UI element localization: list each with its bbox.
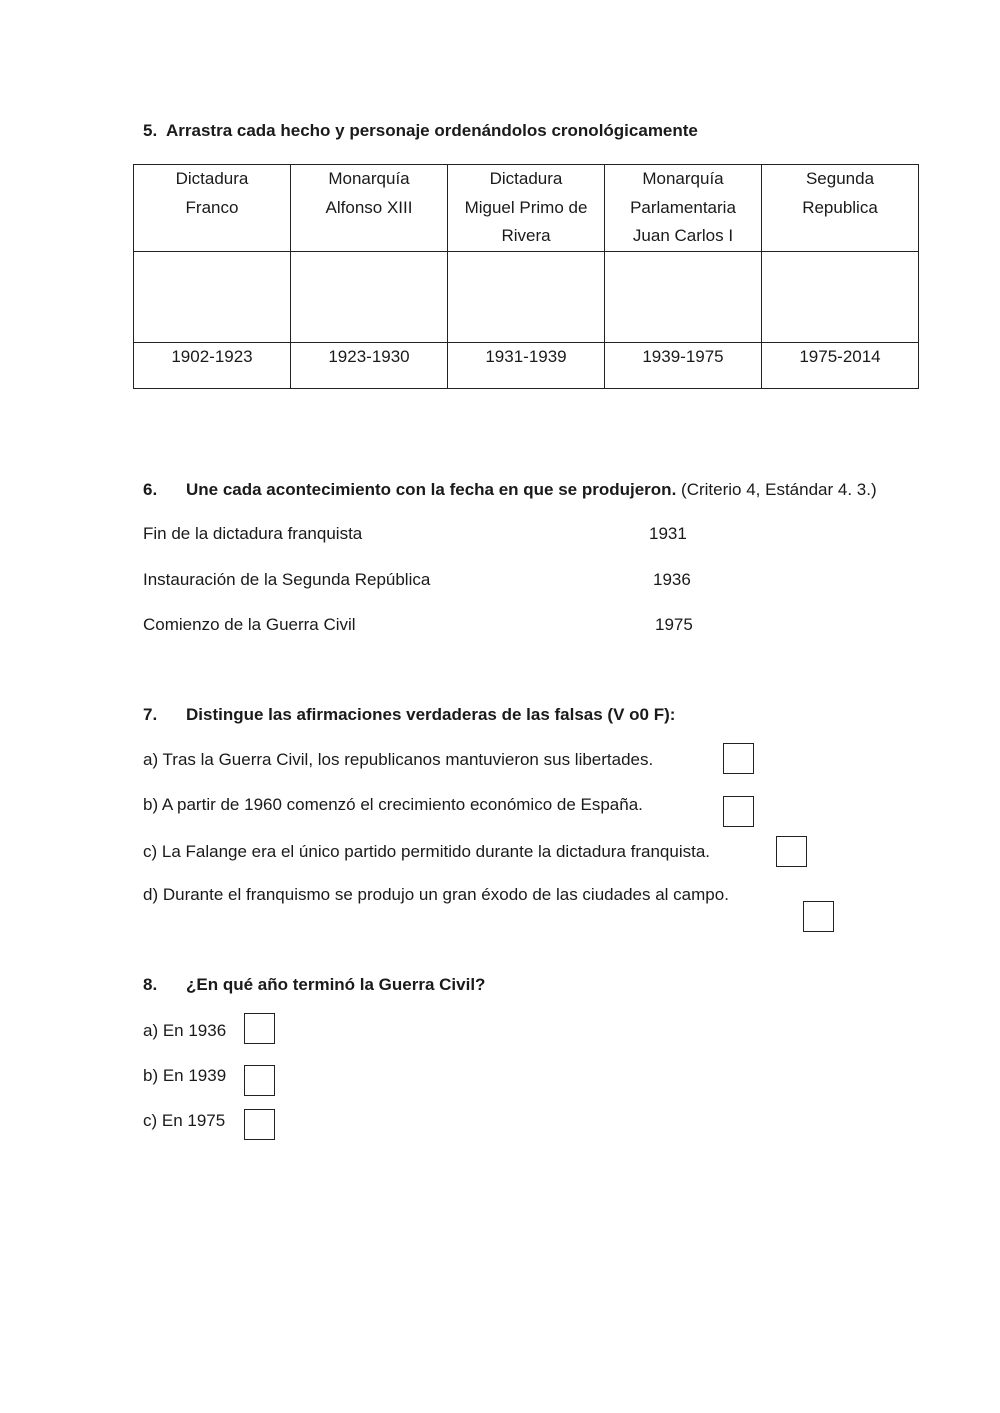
- statement-a: a) Tras la Guerra Civil, los republicanos mantuvieron sus libertades.: [143, 750, 654, 769]
- header-cell-1[interactable]: [134, 165, 291, 252]
- header-line: Parlamentaria: [630, 197, 736, 217]
- year-cell-1: 1902-1923: [134, 342, 291, 388]
- header-line: Juan Carlos I: [632, 226, 734, 245]
- header-line: Monarquía: [642, 169, 724, 188]
- statement-c: c) La Falange era el único partido permitido durante la dictadura franquista.: [143, 842, 711, 861]
- date-2[interactable]: 1936: [653, 570, 691, 589]
- answer-box-d[interactable]: [803, 901, 834, 932]
- statement-d: d) Durante el franquismo se produjo un gran éxodo de las ciudades al campo.: [143, 885, 729, 904]
- drop-zone-1[interactable]: [134, 251, 291, 342]
- option-box-c[interactable]: [244, 1109, 275, 1140]
- header-line: Republica: [802, 197, 878, 217]
- header-cell-3[interactable]: [448, 165, 605, 252]
- option-c: c) En 1975: [143, 1111, 226, 1130]
- answer-box-a[interactable]: [723, 743, 754, 774]
- option-box-b[interactable]: [244, 1065, 275, 1096]
- q6-note: (Criterio 4, Estándar 4. 3.): [681, 480, 877, 499]
- q6-title: [143, 480, 877, 500]
- answer-box-b[interactable]: [723, 796, 754, 827]
- q7-number: 7.: [143, 705, 158, 724]
- answer-box-c[interactable]: [776, 836, 807, 867]
- option-a: a) En 1936: [143, 1021, 227, 1040]
- header-line: Dictadura: [175, 169, 249, 188]
- event-3[interactable]: Comienzo de la Guerra Civil: [143, 615, 356, 634]
- drop-zone-2[interactable]: [291, 251, 448, 342]
- q8-title-text: ¿En qué año terminó la Guerra Civil?: [186, 975, 486, 994]
- q6-title-text: Une cada acontecimiento con la fecha en que se produjeron.: [186, 480, 677, 499]
- q6-number: 6.: [143, 480, 158, 499]
- year-cell-3: 1931-1939: [448, 342, 605, 388]
- q8-title: [143, 975, 485, 995]
- event-1[interactable]: Fin de la dictadura franquista: [143, 524, 363, 543]
- q5-title: [143, 121, 698, 141]
- header-line: Franco: [185, 197, 239, 217]
- year-cell-4: 1939-1975: [605, 342, 762, 388]
- chronology-table: [133, 164, 919, 389]
- q8-number: 8.: [143, 975, 158, 994]
- statement-b: b) A partir de 1960 comenzó el crecimiento económico de España.: [143, 795, 643, 814]
- date-3[interactable]: 1975: [655, 615, 693, 634]
- header-line: Segunda: [805, 169, 875, 188]
- drop-zone-3[interactable]: [448, 251, 605, 342]
- option-box-a[interactable]: [244, 1013, 275, 1044]
- year-cell-5: 1975-2014: [762, 342, 919, 388]
- table-row-headers: [134, 165, 919, 252]
- event-2[interactable]: Instauración de la Segunda República: [143, 570, 431, 589]
- q5-title-text: Arrastra cada hecho y personaje ordenándolos cronológicamente: [166, 121, 698, 140]
- table-row-years: [134, 342, 919, 388]
- header-line: Monarquía: [328, 169, 410, 188]
- header-line: Alfonso XIII: [325, 197, 413, 217]
- year-cell-2: 1923-1930: [291, 342, 448, 388]
- table-row-drop-zones: [134, 251, 919, 342]
- header-cell-5[interactable]: [762, 165, 919, 252]
- date-1[interactable]: 1931: [649, 524, 687, 543]
- header-line: Dictadura: [489, 169, 563, 188]
- header-line: Rivera: [501, 226, 551, 245]
- q7-title-text: Distingue las afirmaciones verdaderas de las falsas (V o0 F):: [186, 705, 676, 724]
- option-b: b) En 1939: [143, 1066, 227, 1085]
- q7-title: [143, 705, 675, 725]
- q5-number: 5.: [143, 121, 158, 140]
- header-cell-4[interactable]: [605, 165, 762, 252]
- drop-zone-4[interactable]: [605, 251, 762, 342]
- header-line: Miguel Primo de: [464, 197, 588, 217]
- header-cell-2[interactable]: [291, 165, 448, 252]
- drop-zone-5[interactable]: [762, 251, 919, 342]
